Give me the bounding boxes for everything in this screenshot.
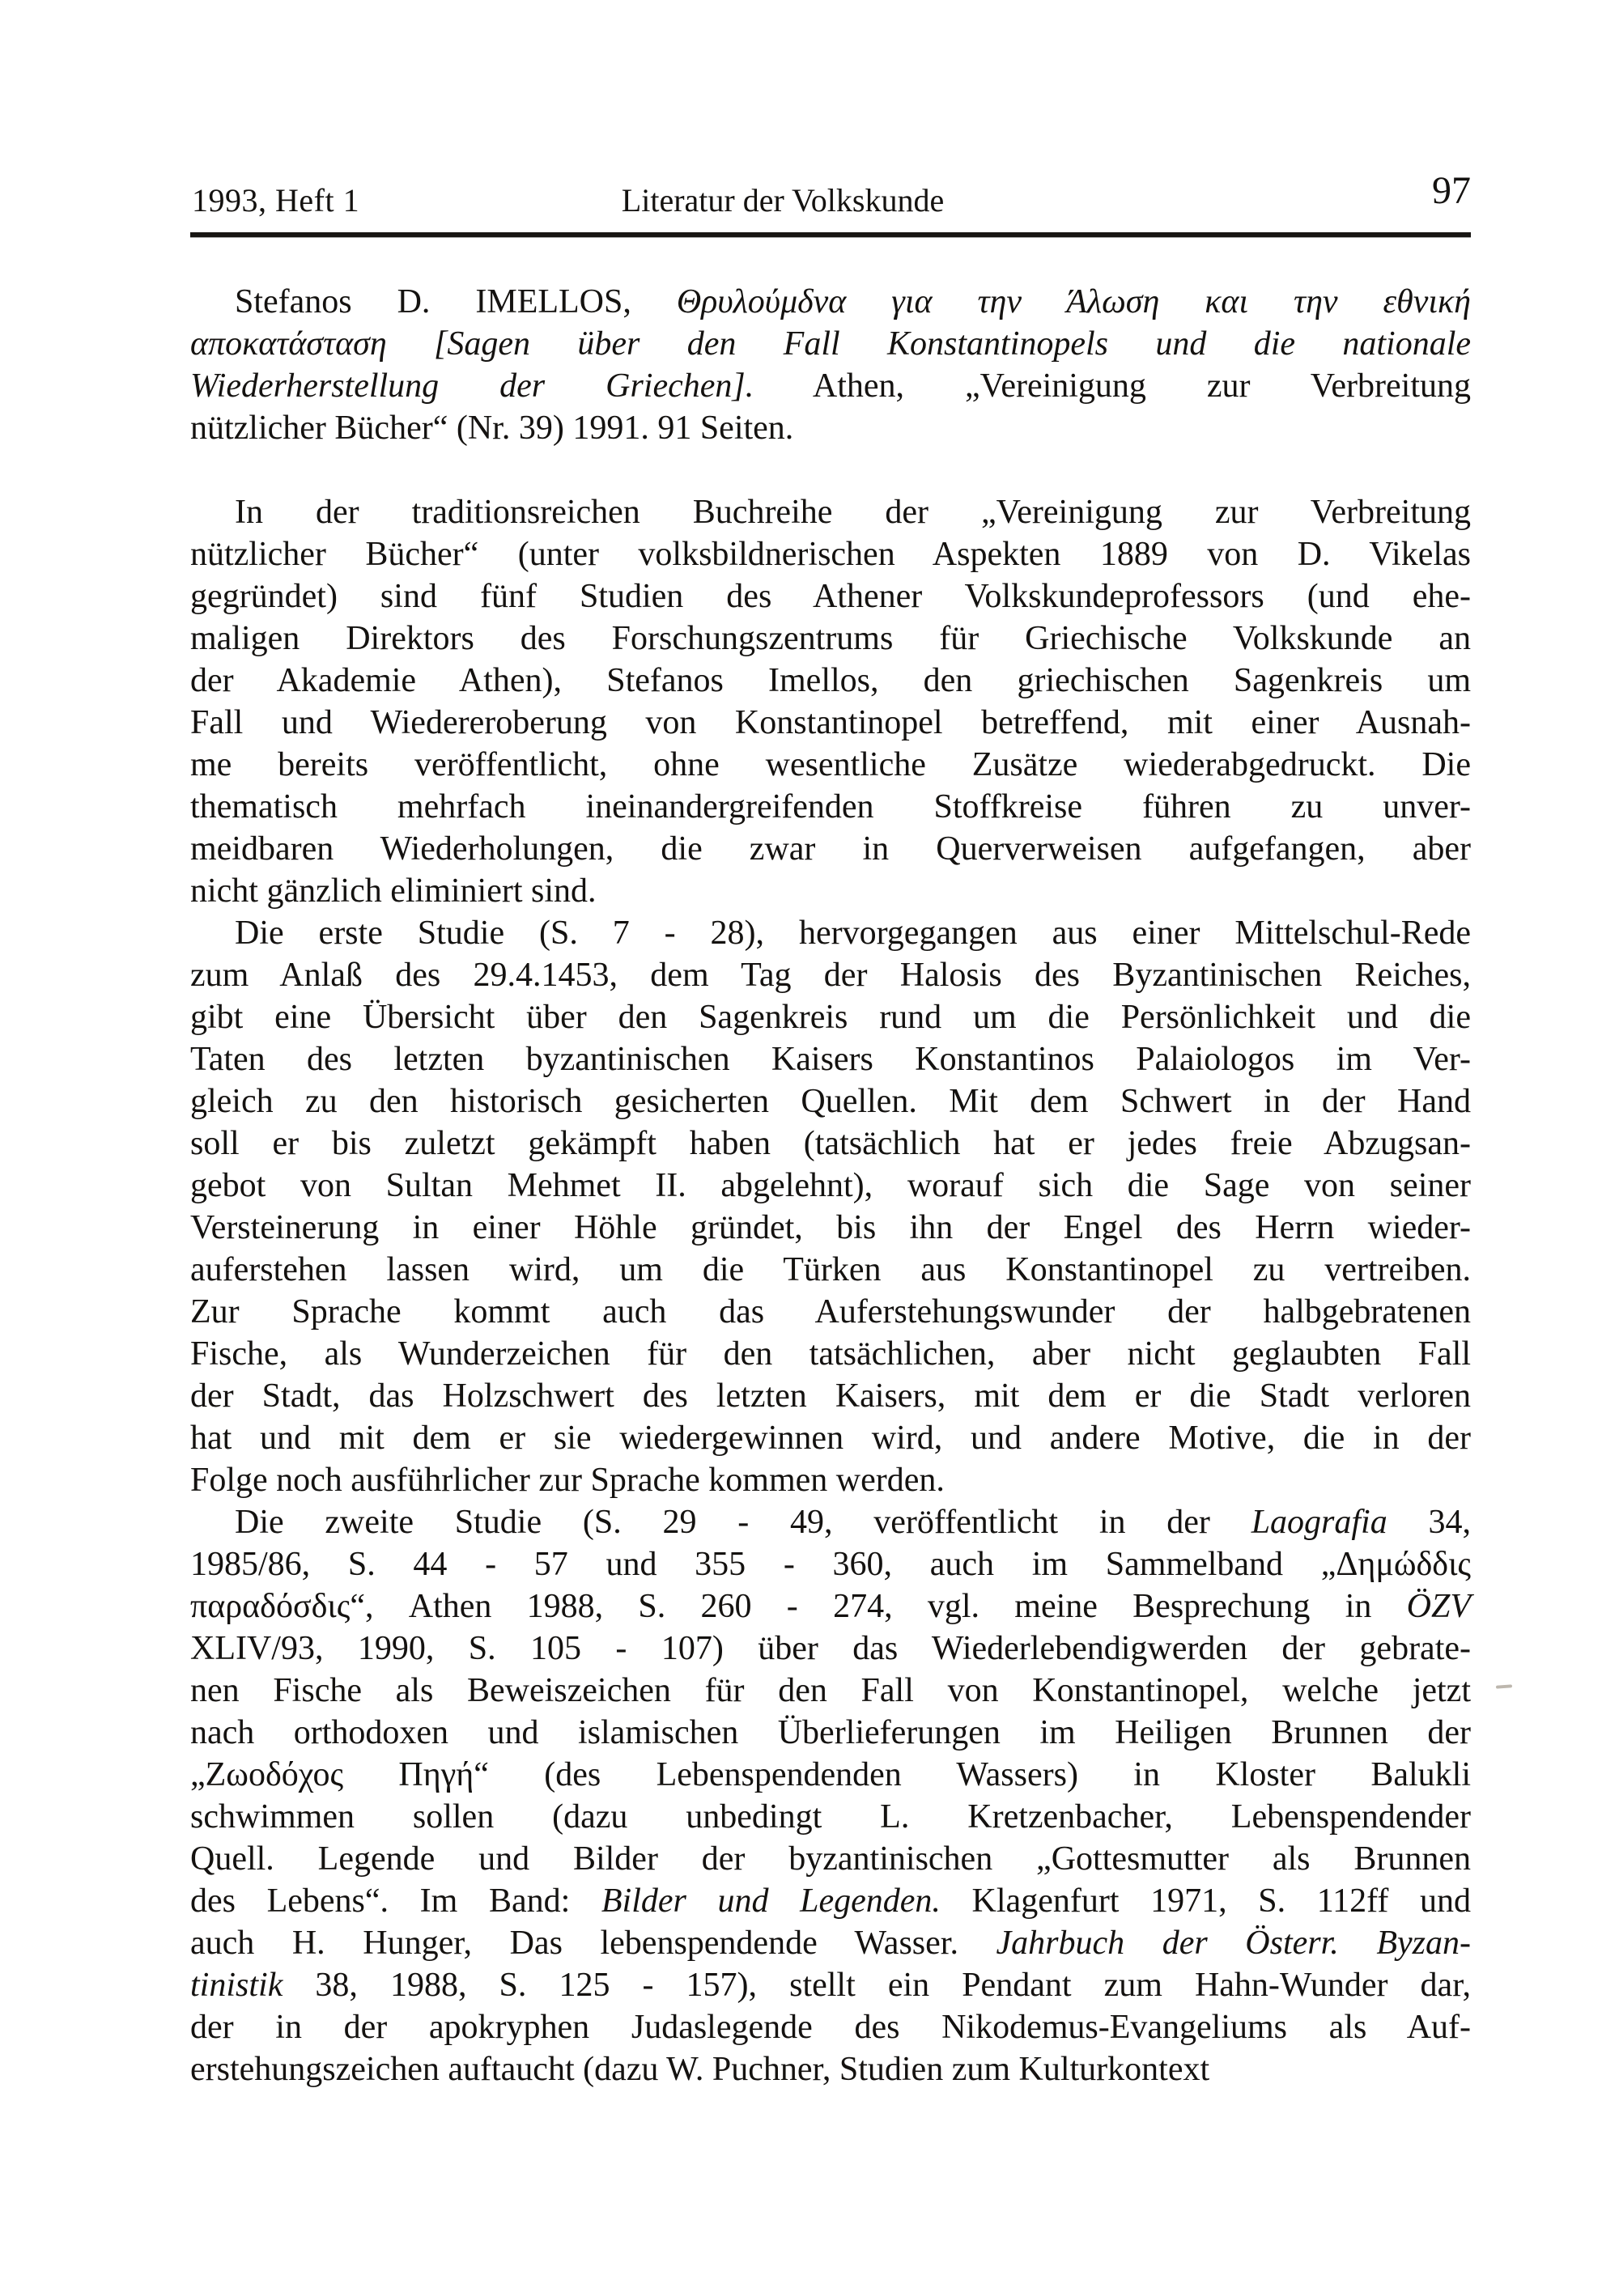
text-line bbox=[190, 912, 1471, 954]
text-line bbox=[190, 1038, 1471, 1080]
text-line bbox=[190, 281, 1471, 323]
text-run: nützlicher Bücher“ (Nr. 39) 1991. 91 Seiten. bbox=[190, 410, 794, 447]
text-run: Fische, als Wunderzeichen für den tatsächlichen, aber nicht geglaubten Fall bbox=[190, 1335, 1471, 1373]
text-run: der Stadt, das Holzschwert des letzten Kaisers, mit dem er die Stadt verloren bbox=[190, 1377, 1471, 1415]
journal-title: Literatur der Volkskunde bbox=[621, 182, 945, 219]
text-line bbox=[190, 1922, 1471, 1964]
text-run: thematisch mehrfach ineinandergreifenden Stoffkreise führen zu unver- bbox=[190, 788, 1471, 825]
text-line bbox=[190, 1838, 1471, 1880]
text-run: nützlicher Bücher“ (unter volksbildnerischen Aspekten 1889 von D. Vikelas bbox=[190, 536, 1471, 573]
paragraph bbox=[190, 1501, 1471, 2090]
text-run: auferstehen lassen wird, um die Türken aus Konstantinopel zu vertreiben. bbox=[190, 1251, 1471, 1288]
text-line bbox=[190, 1123, 1471, 1165]
text-run: der in der apokryphen Judaslegende des Nikodemus-Evangeliums als Auf- bbox=[190, 2009, 1471, 2046]
text-line bbox=[190, 1417, 1471, 1459]
text-line bbox=[190, 575, 1471, 618]
text-run: zum Anlaß des 29.4.1453, dem Tag der Halosis des Byzantinischen Reiches, bbox=[190, 957, 1471, 994]
text-line bbox=[190, 1249, 1471, 1291]
text-run: meidbaren Wiederholungen, die zwar in Querverweisen aufgefangen, aber bbox=[190, 830, 1471, 868]
text-line bbox=[190, 744, 1471, 786]
text-line bbox=[190, 491, 1471, 533]
text-line bbox=[190, 1796, 1471, 1838]
text-line bbox=[190, 1333, 1471, 1375]
text-run: auch H. Hunger, Das lebenspendende Wasser. bbox=[190, 1925, 996, 1962]
text-run: hat und mit dem er sie wiedergewinnen wird, und andere Motive, die in der bbox=[190, 1420, 1471, 1457]
text-line bbox=[190, 1964, 1471, 2006]
text-line bbox=[190, 407, 1471, 449]
text-run: Die erste Studie (S. 7 - 28), hervorgegangen aus einer Mittelschul-Rede bbox=[235, 915, 1471, 952]
text-run: nen Fische als Beweiszeichen für den Fall von Konstantinopel, welche jetzt bbox=[190, 1672, 1471, 1709]
text-line bbox=[190, 828, 1471, 870]
paragraph bbox=[190, 281, 1471, 449]
text-line bbox=[190, 1207, 1471, 1249]
text-line bbox=[190, 954, 1471, 996]
text-run: Zur Sprache kommt auch das Auferstehungswunder der halbgebratenen bbox=[190, 1293, 1471, 1330]
text-line bbox=[190, 1880, 1471, 1922]
text-line bbox=[190, 1585, 1471, 1628]
text-run: Taten des letzten byzantinischen Kaisers Konstantinos Palaiologos im Ver- bbox=[190, 1041, 1471, 1078]
text-run: 34, bbox=[1387, 1504, 1472, 1541]
text-line bbox=[190, 786, 1471, 828]
text-run: gibt eine Übersicht über den Sagenkreis rund um die Persönlichkeit und die bbox=[190, 999, 1471, 1036]
text-run-italic: Jahrbuch der Österr. Byzan- bbox=[996, 1925, 1472, 1962]
text-run: nicht gänzlich eliminiert sind. bbox=[190, 872, 597, 910]
text-line bbox=[190, 2006, 1471, 2048]
review-text bbox=[190, 281, 1471, 2090]
text-line bbox=[190, 533, 1471, 575]
text-line bbox=[190, 870, 1471, 912]
text-line bbox=[190, 323, 1471, 365]
text-run: Klagenfurt 1971, S. 112ff und bbox=[940, 1882, 1471, 1920]
text-line bbox=[190, 2048, 1471, 2090]
text-line bbox=[190, 1628, 1471, 1670]
text-run: maligen Direktors des Forschungszentrums für Griechische Volkskunde an bbox=[190, 620, 1471, 657]
text-line bbox=[190, 1543, 1471, 1585]
text-run: In der traditionsreichen Buchreihe der „Vereinigung zur Verbreitung bbox=[235, 494, 1471, 531]
text-run: XLIV/93, 1990, S. 105 - 107) über das Wiederlebendigwerden der gebrate- bbox=[190, 1630, 1471, 1667]
text-run: gleich zu den historisch gesicherten Quellen. Mit dem Schwert in der Hand bbox=[190, 1083, 1471, 1120]
text-run: gebot von Sultan Mehmet II. abgelehnt), worauf sich die Sage von seiner bbox=[190, 1167, 1471, 1204]
text-line bbox=[190, 1165, 1471, 1207]
text-run: Stefanos D. IMELLOS, bbox=[235, 283, 677, 320]
text-run-italic: Wiederherstellung der Griechen]. bbox=[190, 367, 754, 405]
header-rule bbox=[190, 232, 1471, 237]
issue-label: 1993, Heft 1 bbox=[192, 182, 360, 219]
text-line bbox=[190, 1080, 1471, 1123]
text-run: Versteinerung in einer Höhle gründet, bis ihn der Engel des Herrn wieder- bbox=[190, 1209, 1471, 1246]
text-line bbox=[190, 1291, 1471, 1333]
text-run: schwimmen sollen (dazu unbedingt L. Kretzenbacher, Lebenspendender bbox=[190, 1798, 1471, 1836]
text-run: gegründet) sind fünf Studien des Athener Volkskundeprofessors (und ehe- bbox=[190, 578, 1471, 615]
text-run: Fall und Wiedereroberung von Konstantinopel betreffend, mit einer Ausnah- bbox=[190, 704, 1471, 741]
text-line bbox=[190, 1501, 1471, 1543]
text-line bbox=[190, 618, 1471, 660]
text-run: „Ζωοδόχος Πηγή“ (des Lebenspendenden Wassers) in Kloster Balukli bbox=[190, 1756, 1471, 1793]
text-run: Folge noch ausführlicher zur Sprache kommen werden. bbox=[190, 1462, 945, 1499]
text-line bbox=[190, 1670, 1471, 1712]
text-run-italic: tinistik bbox=[190, 1967, 283, 2004]
text-line bbox=[190, 1375, 1471, 1417]
text-line bbox=[190, 1754, 1471, 1796]
text-run-italic: Θρυλούμδνα για την Άλωση και την εθνική bbox=[676, 283, 1471, 320]
page-number: 97 bbox=[1432, 169, 1471, 212]
text-run: der Akademie Athen), Stefanos Imellos, den griechischen Sagenkreis um bbox=[190, 662, 1471, 699]
paragraph bbox=[190, 912, 1471, 1501]
text-run: erstehungszeichen auftaucht (dazu W. Puchner, Studien zum Kulturkontext bbox=[190, 2051, 1210, 2088]
paragraph bbox=[190, 491, 1471, 912]
text-run: 38, 1988, S. 125 - 157), stellt ein Pendant zum Hahn-Wunder dar, bbox=[283, 1967, 1471, 2004]
text-run-italic: αποκατάσταση [Sagen über den Fall Konstantinopels und die nationale bbox=[190, 325, 1471, 363]
scan-artifact bbox=[1496, 1684, 1512, 1688]
text-line bbox=[190, 996, 1471, 1038]
text-line bbox=[190, 1712, 1471, 1754]
page-header bbox=[190, 169, 1471, 227]
text-line bbox=[190, 365, 1471, 407]
text-run: 1985/86, S. 44 - 57 und 355 - 360, auch im Sammelband „Δημώδδις bbox=[190, 1546, 1471, 1583]
text-run: me bereits veröffentlicht, ohne wesentliche Zusätze wiederabgedruckt. Die bbox=[190, 746, 1471, 783]
text-run-italic: ÖZV bbox=[1406, 1588, 1471, 1625]
text-line bbox=[190, 660, 1471, 702]
text-line bbox=[190, 702, 1471, 744]
text-run: Quell. Legende und Bilder der byzantinischen „Gottesmutter als Brunnen bbox=[190, 1840, 1471, 1878]
text-run: Die zweite Studie (S. 29 - 49, veröffentlicht in der bbox=[235, 1504, 1251, 1541]
text-run: des Lebens“. Im Band: bbox=[190, 1882, 601, 1920]
text-run: Athen, „Vereinigung zur Verbreitung bbox=[754, 367, 1471, 405]
text-run-italic: Laografia bbox=[1251, 1504, 1387, 1541]
text-run-italic: Bilder und Legenden. bbox=[601, 1882, 941, 1920]
text-line bbox=[190, 1459, 1471, 1501]
text-run: nach orthodoxen und islamischen Überlieferungen im Heiligen Brunnen der bbox=[190, 1714, 1471, 1751]
text-run: παραδόσδις“, Athen 1988, S. 260 - 274, vgl. meine Besprechung in bbox=[190, 1588, 1407, 1625]
text-run: soll er bis zuletzt gekämpft haben (tatsächlich hat er jedes freie Abzugsan- bbox=[190, 1125, 1471, 1162]
